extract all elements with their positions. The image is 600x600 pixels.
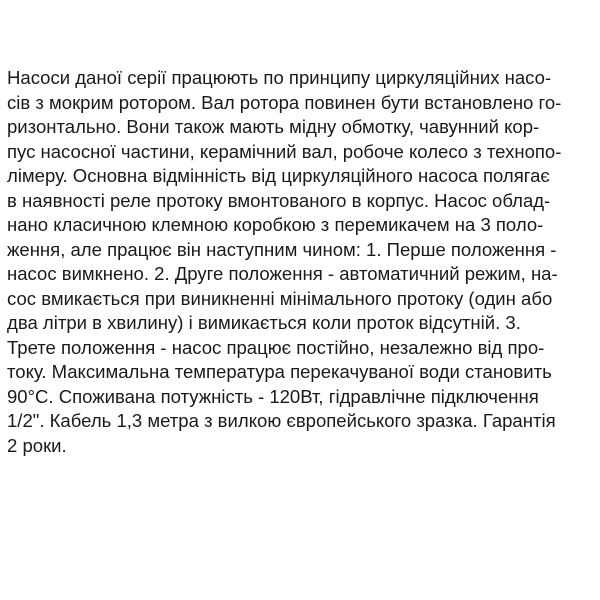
text-line: в наявності реле протоку вмонтованого в корпус. Насос облад- bbox=[7, 189, 551, 211]
text-line: ження, але працює він наступним чином: 1. Перше положення - bbox=[7, 238, 557, 260]
text-line: сів з мокрим ротором. Вал ротора повинен бути встановлено го- bbox=[7, 91, 562, 113]
text-line: Насоси даної серії працюють по принципу циркуляційних насо- bbox=[7, 67, 552, 88]
text-line: насос вимкнено. 2. Друге положення - автоматичний режим, на- bbox=[7, 263, 558, 284]
text-line: 1/2". Кабель 1,3 метра з вилкою європейського зразка. Гарантія bbox=[7, 410, 556, 431]
text-line: два літри в хвилину) і вимикається коли проток відсутній. 3. bbox=[7, 312, 521, 333]
text-line: току. Максимальна температура перекачуваної води становить bbox=[7, 361, 552, 382]
text-line: нано класичною клемною коробкою з перемикачем на 3 поло- bbox=[7, 214, 544, 235]
text-line: ризонтально. Вони також мають мідну обмотку, чавунний кор- bbox=[7, 116, 540, 137]
text-line: сос вмикається при виникненні мінімального протоку (один або bbox=[7, 287, 553, 309]
text-line: 90°С. Споживана потужність - 120Вт, гідравлічне підключення bbox=[7, 385, 539, 407]
text-line: Трете положення - насос працює постійно, незалежно від про- bbox=[7, 336, 545, 358]
text-line: 2 роки. bbox=[7, 434, 67, 456]
text-line: пус насосної частини, керамічний вал, робоче колесо з технопо- bbox=[7, 140, 562, 162]
product-description bbox=[7, 66, 597, 458]
text-line: лімеру. Основна відмінність від циркуляційного насоса полягає bbox=[7, 165, 550, 186]
